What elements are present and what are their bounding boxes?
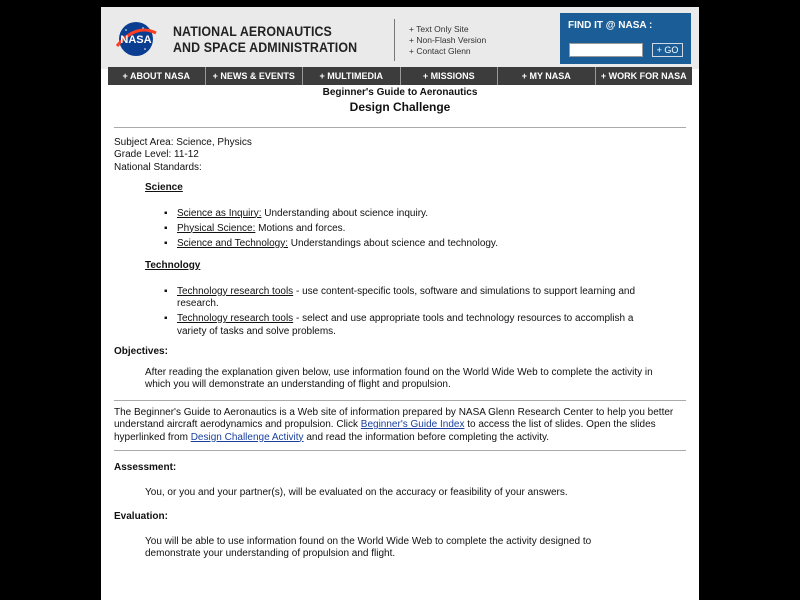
list-item <box>164 238 686 251</box>
list-item-text: - select and use appropriate tools and technology resources to accomplish a variety of tasks and solve problems. <box>177 313 634 337</box>
divider <box>114 127 686 128</box>
list-item <box>164 208 686 221</box>
page <box>101 7 699 600</box>
agency-line-2: AND SPACE ADMINISTRATION <box>173 40 358 55</box>
list-item-text: Understanding about science inquiry. <box>261 207 429 219</box>
search-input[interactable] <box>569 43 643 57</box>
list-item <box>164 286 644 311</box>
main-content <box>114 87 686 561</box>
quick-links <box>409 24 486 57</box>
evaluation-heading: Evaluation: <box>114 511 168 522</box>
list-item-text: Understandings about science and technology. <box>288 237 498 249</box>
technology-standards-list <box>164 286 644 339</box>
science-inquiry-link[interactable]: Science as Inquiry: <box>177 207 262 219</box>
header-divider <box>394 19 395 61</box>
nav-multimedia[interactable]: + MULTIMEDIA <box>303 67 401 85</box>
technology-research-tools-link-2[interactable]: Technology research tools <box>177 313 294 324</box>
design-challenge-activity-link[interactable]: Design Challenge Activity <box>190 431 304 443</box>
evaluation-text: You will be able to use information found on the World Wide Web to complete the activity designed to demonstrate your understanding of propulsion and flight. <box>145 535 592 559</box>
intro-paragraph <box>114 407 686 445</box>
find-it-panel <box>560 13 691 64</box>
nasa-logo[interactable] <box>113 19 159 59</box>
quicklink-text-only[interactable]: + Text Only Site <box>409 24 469 34</box>
page-title: Design Challenge <box>349 99 451 114</box>
divider <box>114 450 686 451</box>
agency-name <box>173 24 357 56</box>
intro-text-1: The Beginner's Guide to Aeronautics is a Web site of information prepared by NASA Glenn Research Center to help you better understand aircraft aerodynamics and propulsion. Click <box>114 406 674 430</box>
beginners-guide-index-link[interactable]: Beginner's Guide Index <box>360 419 465 430</box>
nav-missions[interactable]: + MISSIONS <box>401 67 499 85</box>
science-standards-list <box>164 208 686 251</box>
list-item-text: Motions and forces. <box>255 222 346 234</box>
grade-level: Grade Level: 11-12 <box>114 149 199 160</box>
metadata <box>114 137 686 175</box>
quicklink-contact[interactable]: + Contact Glenn <box>409 46 471 56</box>
assessment-heading: Assessment: <box>114 462 177 473</box>
national-standards-label: National Standards: <box>114 161 202 173</box>
nav-about-nasa[interactable]: + ABOUT NASA <box>108 67 206 85</box>
nav-my-nasa[interactable]: + MY NASA <box>498 67 596 85</box>
objectives-text: After reading the explanation given below, use information found on the World Wide Web to complete the activity in which you will demonstrate an understanding of flight and propulsion. <box>145 366 653 390</box>
objectives-heading: Objectives: <box>114 346 168 357</box>
technology-heading: Technology <box>145 260 201 271</box>
divider <box>114 400 686 401</box>
list-item <box>164 313 644 338</box>
nav-work-for-nasa[interactable]: + WORK FOR NASA <box>600 71 687 81</box>
nasa-logo-text: NASA <box>120 34 152 46</box>
list-item-text: - use content-specific tools, software and simulations to support learning and research. <box>177 285 636 309</box>
go-button[interactable]: + GO <box>652 43 683 57</box>
main-nav <box>108 67 692 85</box>
science-technology-link[interactable]: Science and Technology: <box>177 237 289 249</box>
intro-text-3: and read the information before completing the activity. <box>303 431 550 443</box>
physical-science-link[interactable]: Physical Science: <box>177 222 256 234</box>
technology-research-tools-link-1[interactable]: Technology research tools <box>177 285 294 297</box>
find-it-title: FIND IT @ NASA : <box>568 20 653 31</box>
science-heading: Science <box>145 182 183 193</box>
nav-news-events[interactable]: + NEWS & EVENTS <box>206 67 304 85</box>
quicklink-non-flash[interactable]: + Non-Flash Version <box>409 35 487 45</box>
assessment-text: You, or you and your partner(s), will be evaluated on the accuracy or feasibility of your answers. <box>145 486 568 498</box>
site-header <box>101 7 699 69</box>
list-item <box>164 223 686 236</box>
intro-text-2: to access the list of slides. Open the slides hyperlinked from <box>114 419 656 443</box>
subject-area: Subject Area: Science, Physics <box>114 136 252 148</box>
agency-line-1: NATIONAL AERONAUTICS <box>173 24 332 39</box>
guide-title: Beginner's Guide to Aeronautics <box>322 87 478 98</box>
